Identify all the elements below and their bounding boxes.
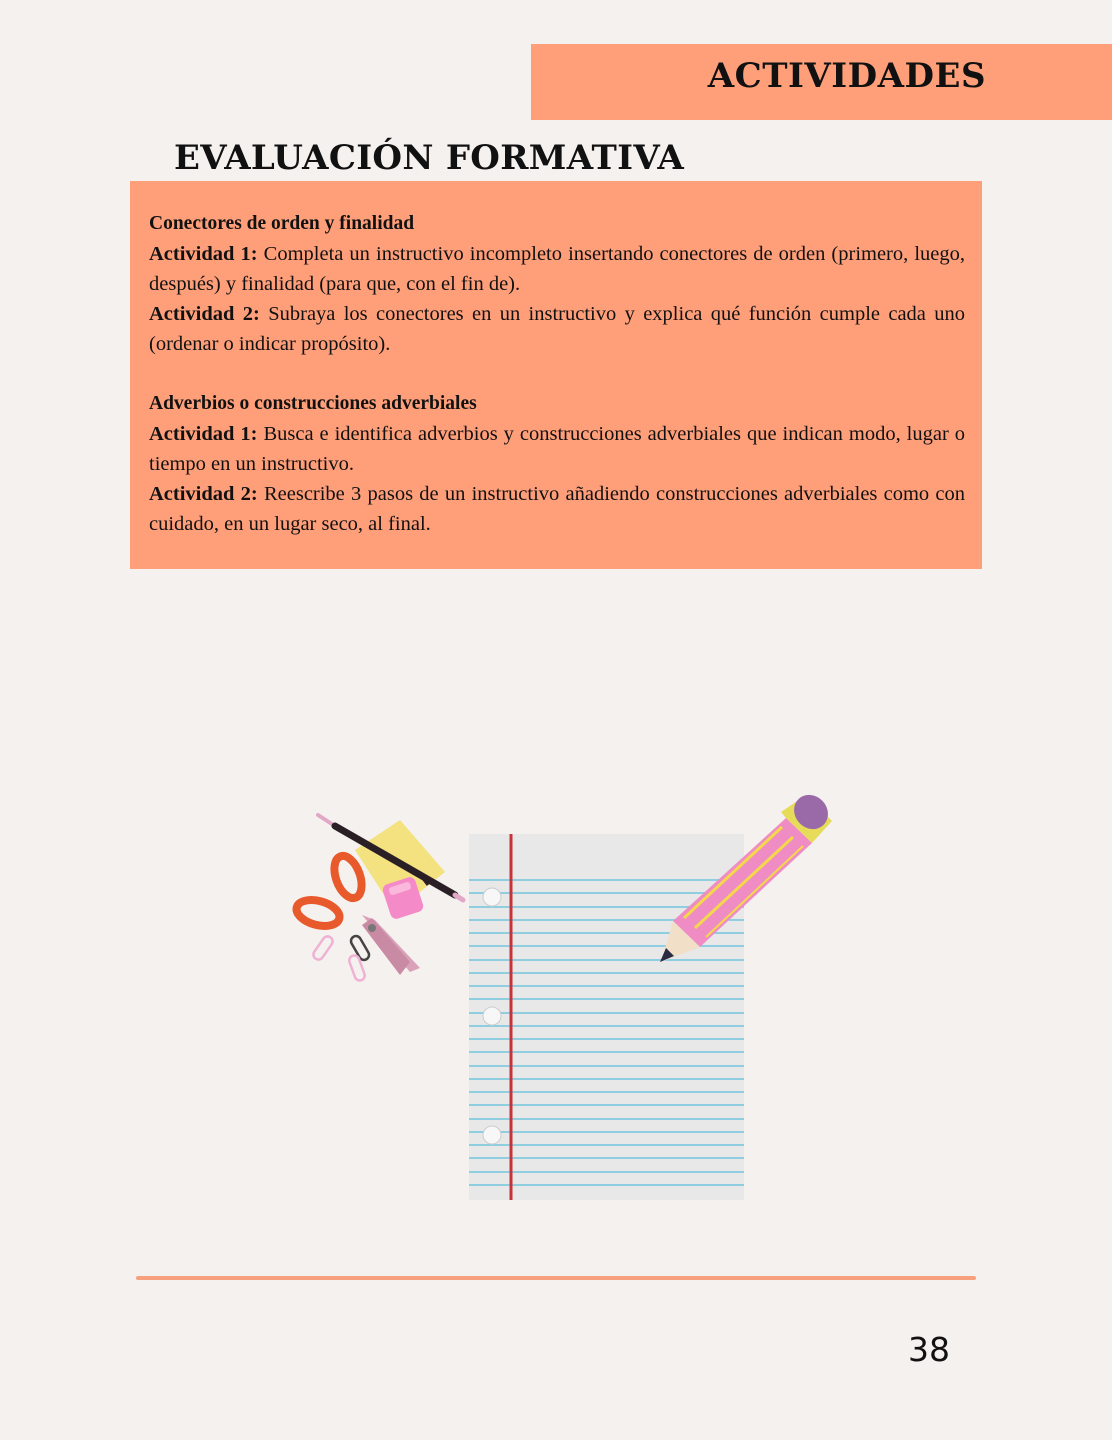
activity-item [149, 419, 965, 479]
activity-label: Actividad 1: [149, 423, 258, 445]
block-title: Conectores de orden y finalidad [149, 213, 415, 234]
connectors-block [149, 209, 965, 359]
activity-label: Actividad 2: [149, 303, 260, 325]
page-number: 38 [908, 1330, 950, 1369]
footer-divider [136, 1276, 976, 1280]
activity-label: Actividad 2: [149, 483, 258, 505]
activity-text: Busca e identifica adverbios y construcciones adverbiales que indican modo, lugar o tiempo en un instructivo. [149, 423, 966, 475]
activity-item [149, 239, 965, 299]
section-title: EVALUACIÓN FORMATIVA [174, 138, 685, 178]
stationery-illustration [280, 785, 840, 1205]
activity-label: Actividad 1: [149, 243, 258, 265]
header-title: ACTIVIDADES [707, 56, 986, 96]
paperclip-icon [311, 934, 370, 982]
activity-item [149, 479, 965, 539]
activity-box [130, 181, 982, 569]
activity-item [149, 299, 965, 359]
adverbs-block [149, 389, 965, 539]
block-title: Adverbios o construcciones adverbiales [149, 393, 477, 414]
activity-text: Reescribe 3 pasos de un instructivo añadiendo construcciones adverbiales como con cuidado, en un lugar seco, al final. [149, 483, 966, 535]
activity-text: Completa un instructivo incompleto insertando conectores de orden (primero, luego, después) y finalidad (para que, con el fin de). [149, 243, 966, 295]
activity-text: Subraya los conectores en un instructivo y explica qué función cumple cada uno (ordenar o indicar propósito). [149, 303, 966, 355]
notebook-paper-icon [469, 834, 744, 1200]
